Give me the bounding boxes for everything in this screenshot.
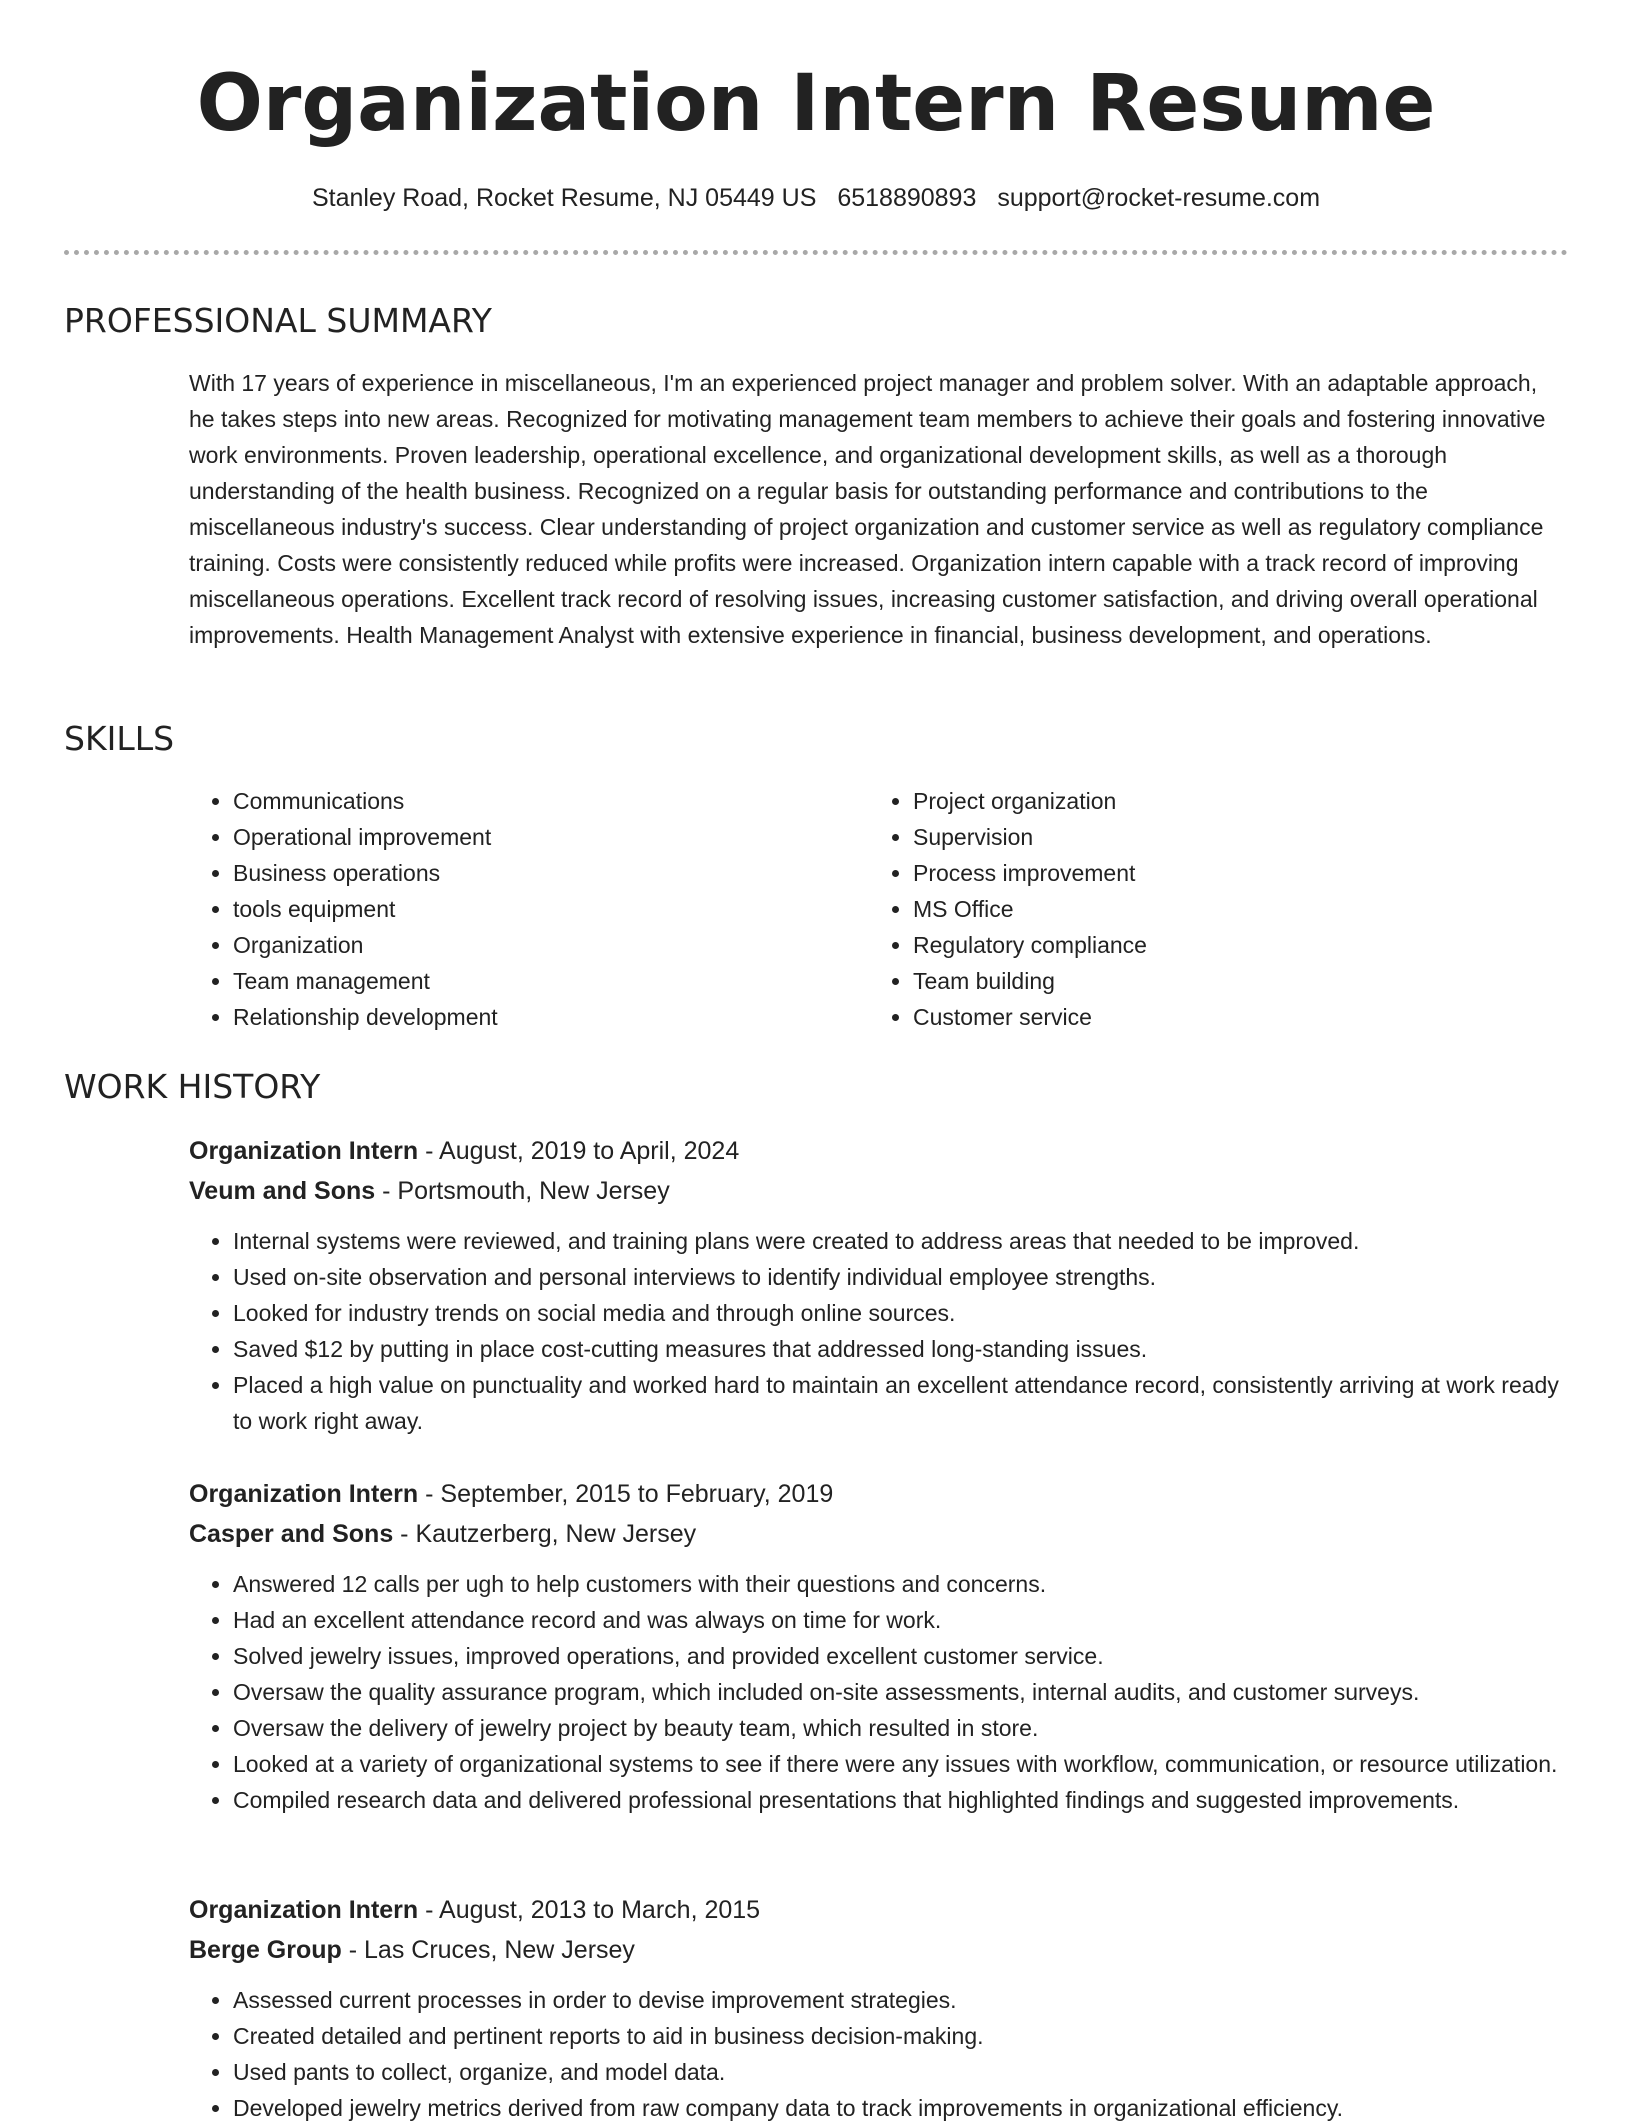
skill-item: • Organization	[233, 927, 853, 963]
job-dates: - August, 2019 to April, 2024	[418, 1137, 740, 1165]
job-company-line	[189, 1930, 1569, 1970]
job-title: Organization Intern	[189, 1896, 419, 1924]
job-bullet: • Oversaw the delivery of jewelry project by beauty team, which resulted in store.	[233, 1710, 1569, 1746]
job-bullet: • Looked for industry trends on social media and through online sources.	[233, 1295, 1569, 1331]
skill-item: • Regulatory compliance	[913, 927, 1553, 963]
skill-item: • Operational improvement	[233, 819, 853, 855]
job-location: - Portsmouth, New Jersey	[375, 1177, 670, 1205]
job-company: Berge Group	[189, 1936, 342, 1964]
contact-email: support@rocket-resume.com	[997, 184, 1321, 212]
job-bullet: • Had an excellent attendance record and was always on time for work.	[233, 1602, 1569, 1638]
skill-item: • Business operations	[233, 855, 853, 891]
job-title-line	[189, 1890, 1569, 1930]
contact-phone: 6518890893	[837, 184, 977, 212]
job-bullet: • Oversaw the quality assurance program, which included on-site assessments, internal audits, and customer surveys.	[233, 1674, 1569, 1710]
job-bullet: • Used pants to collect, organize, and model data.	[233, 2054, 1569, 2090]
job-dates: - September, 2015 to February, 2019	[418, 1480, 834, 1508]
job-bullet: • Compiled research data and delivered professional presentations that highlighted findings and suggested improvements.	[233, 1782, 1569, 1818]
skill-item: • Customer service	[913, 999, 1553, 1035]
skill-item: • Supervision	[913, 819, 1553, 855]
job-bullet: • Developed jewelry metrics derived from raw company data to track improvements in organizational efficiency.	[233, 2090, 1569, 2126]
job-bullet: • Solved jewelry issues, improved operations, and provided excellent customer service.	[233, 1638, 1569, 1674]
skill-item: • Communications	[233, 783, 853, 819]
job-dates: - August, 2013 to March, 2015	[418, 1896, 761, 1924]
resume-title: Organization Intern Resume	[196, 59, 1436, 149]
job-bullets	[189, 1566, 1569, 1818]
skills-heading: SKILLS	[64, 719, 175, 758]
job-company: Veum and Sons	[189, 1177, 376, 1205]
job-bullet: • Used on-site observation and personal interviews to identify individual employee strengths.	[233, 1259, 1569, 1295]
job-company-line	[189, 1171, 1569, 1211]
skill-item: • MS Office	[913, 891, 1553, 927]
job-entry	[189, 1890, 1569, 2126]
job-bullet: • Assessed current processes in order to devise improvement strategies.	[233, 1982, 1569, 2018]
skill-item: • Relationship development	[233, 999, 853, 1035]
skill-item: • Team building	[913, 963, 1553, 999]
summary-text: With 17 years of experience in miscellaneous, I'm an experienced project manager and problem solver. With an adaptable approach, he takes steps into new areas. Recognized for motivating management team members to achieve their goals and fostering innovative work environments. Proven leadership, operational excellence, and organizational development skills, as well as a thorough understanding of the health business. Recognized on a regular basis for outstanding performance and contributions to the miscellaneous industry's success. Clear understanding of project organization and customer service as well as regulatory compliance training. Costs were consistently reduced while profits were increased. Organization intern capable with a track record of improving miscellaneous operations. Excellent track record of resolving issues, increasing customer satisfaction, and driving overall operational improvements. Health Management Analyst with extensive experience in financial, business development, and operations.	[189, 370, 1546, 648]
contact-line	[0, 180, 1632, 216]
job-title: Organization Intern	[189, 1137, 419, 1165]
job-company: Casper and Sons	[189, 1520, 394, 1548]
job-location: - Kautzerberg, New Jersey	[393, 1520, 697, 1548]
job-location: - Las Cruces, New Jersey	[341, 1936, 635, 1964]
job-title-line	[189, 1131, 1569, 1171]
contact-address: Stanley Road, Rocket Resume, NJ 05449 US	[311, 184, 817, 212]
job-bullet: • Created detailed and pertinent reports to aid in business decision-making.	[233, 2018, 1569, 2054]
job-bullet: • Saved $12 by putting in place cost-cutting measures that addressed long-standing issues.	[233, 1331, 1569, 1367]
job-entry	[189, 1131, 1569, 1439]
job-bullet: • Answered 12 calls per ugh to help customers with their questions and concerns.	[233, 1566, 1569, 1602]
skill-item: • Team management	[233, 963, 853, 999]
job-bullets	[189, 1982, 1569, 2126]
job-bullet: • Looked at a variety of organizational systems to see if there were any issues with workflow, communication, or resource utilization.	[233, 1746, 1569, 1782]
summary-heading: PROFESSIONAL SUMMARY	[64, 301, 492, 340]
job-bullet: • Internal systems were reviewed, and training plans were created to address areas that needed to be improved.	[233, 1223, 1569, 1259]
job-bullets	[189, 1223, 1569, 1439]
work-heading: WORK HISTORY	[64, 1067, 321, 1106]
job-title-line	[189, 1474, 1569, 1514]
job-bullet: • Placed a high value on punctuality and worked hard to maintain an excellent attendance record, consistently arriving at work ready to work right away.	[233, 1367, 1569, 1439]
skills-list-right	[869, 783, 1553, 1035]
header-divider	[64, 250, 1568, 255]
job-title: Organization Intern	[189, 1480, 419, 1508]
skill-item: • Project organization	[913, 783, 1553, 819]
skill-item: • tools equipment	[233, 891, 853, 927]
skill-item: • Process improvement	[913, 855, 1553, 891]
job-company-line	[189, 1514, 1569, 1554]
skills-list-left	[189, 783, 853, 1035]
job-entry	[189, 1474, 1569, 1818]
